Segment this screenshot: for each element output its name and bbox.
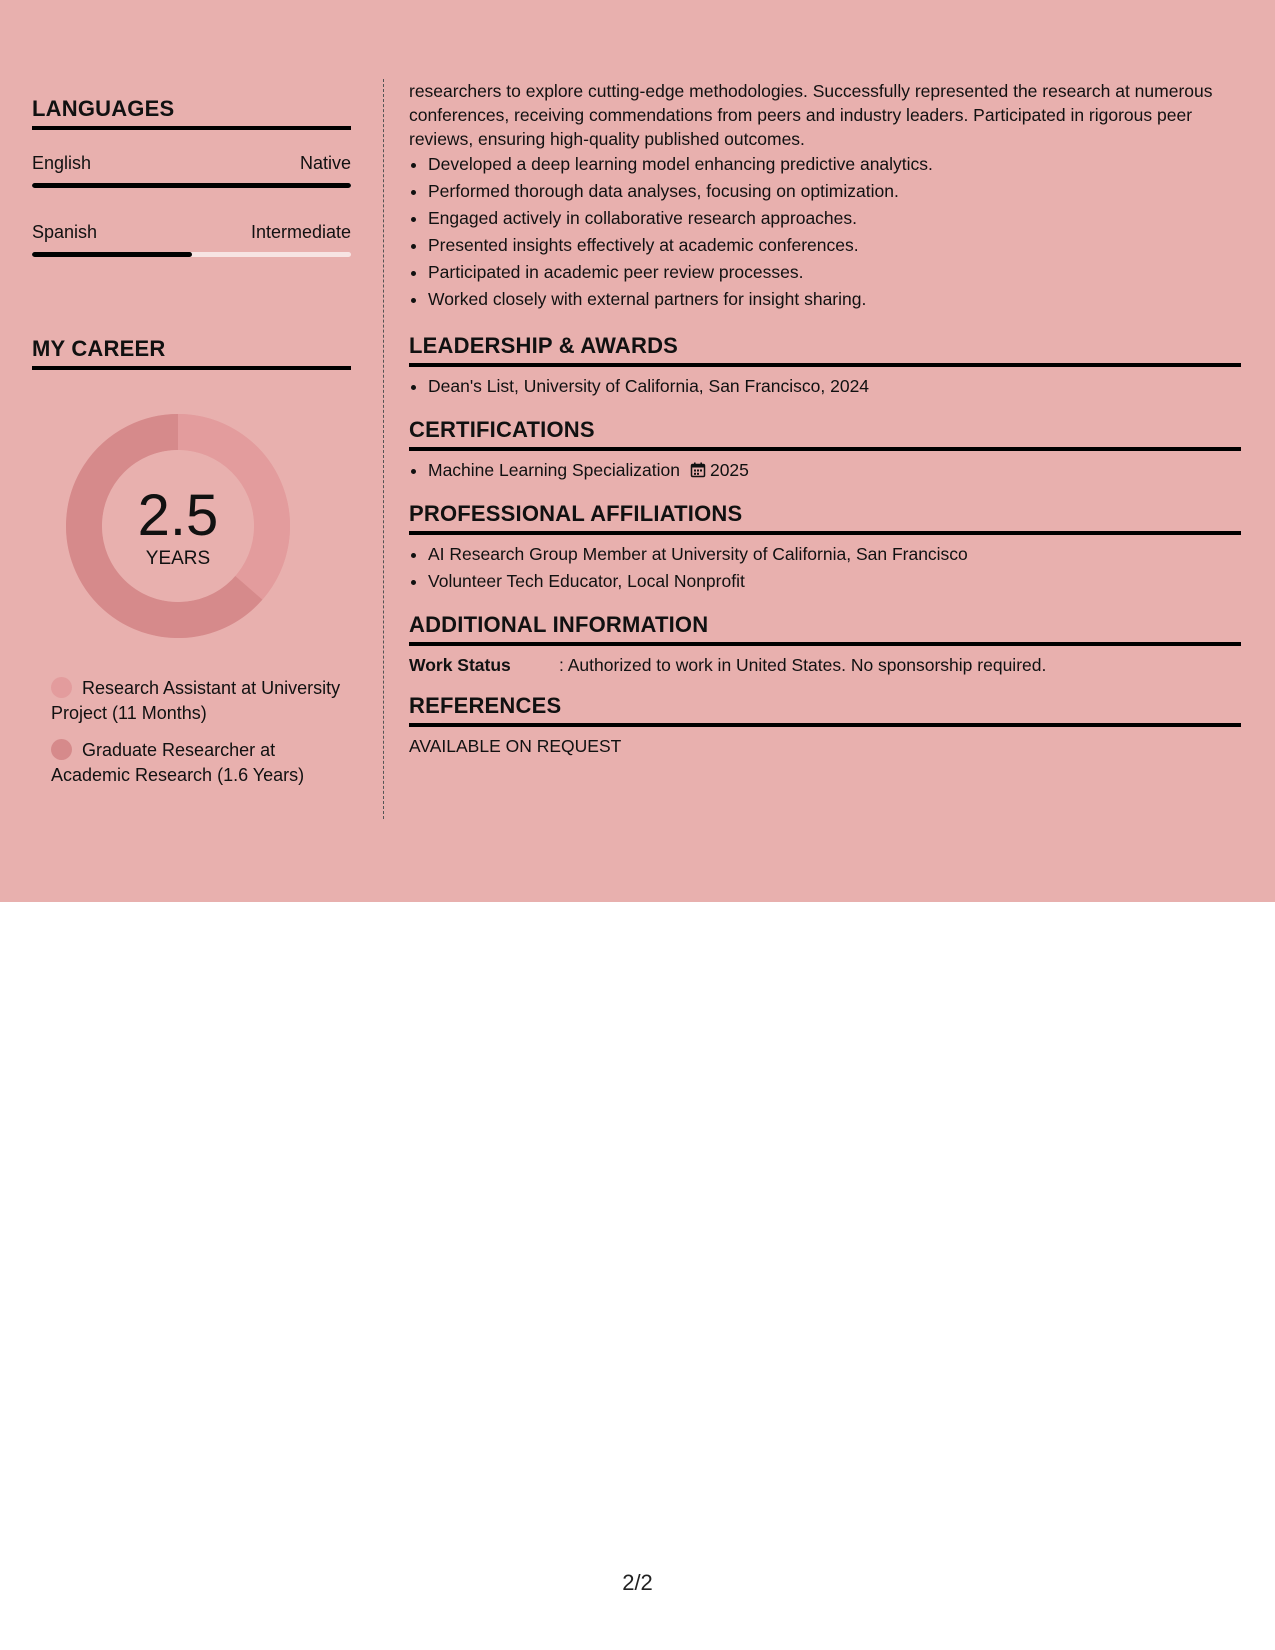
additional-info-heading: ADDITIONAL INFORMATION (409, 612, 1241, 646)
experience-paragraph: researchers to explore cutting-edge methodologies. Successfully represented the research at numerous conferences, receiving commendations from peers and industry leaders. Participated in rigorous peer reviews, ensuring high-quality published outcomes. (409, 81, 1213, 149)
list-item: • Worked closely with external partners for insight sharing. (428, 286, 1241, 313)
language-name: Spanish (32, 222, 98, 242)
language-proficiency-fill (32, 252, 192, 257)
awards-heading: LEADERSHIP & AWARDS (409, 333, 1241, 367)
additional-info-section (409, 612, 1241, 678)
column-divider (383, 79, 384, 819)
affiliations-heading: PROFESSIONAL AFFILIATIONS (409, 501, 1241, 535)
legend-label: Graduate Researcher at Academic Research (1.6 Years) (51, 740, 305, 785)
career-legend-item (51, 738, 341, 788)
references-heading: REFERENCES (409, 693, 1241, 727)
career-donut-chart (66, 414, 290, 638)
language-level: Native (299, 153, 351, 173)
language-proficiency-bar (32, 183, 351, 188)
page-number: 2/2 (622, 1570, 653, 1595)
list-item: • Engaged actively in collaborative research approaches. (428, 205, 1241, 232)
career-legend-item (51, 676, 341, 726)
references-section (409, 693, 1241, 759)
experience-block (409, 79, 1241, 313)
awards-list (409, 373, 1241, 400)
certification-year: 2025 (709, 460, 749, 480)
references-text: AVAILABLE ON REQUEST (409, 736, 622, 756)
work-status-row (409, 652, 1241, 678)
list-item: • Performed thorough data analyses, focusing on optimization. (428, 178, 1241, 205)
awards-section (409, 333, 1241, 400)
list-item: • Presented insights effectively at academic conferences. (428, 232, 1241, 259)
certification-name: Machine Learning Specialization (428, 460, 680, 480)
legend-label: Research Assistant at University Project (11 Months) (51, 678, 341, 723)
languages-heading: LANGUAGES (32, 96, 351, 130)
legend-dot-icon (51, 739, 72, 760)
list-item: • Participated in academic peer review processes. (428, 259, 1241, 286)
work-status-label: Work Status (409, 655, 511, 675)
career-heading: MY CAREER (32, 336, 351, 370)
language-level: Intermediate (250, 222, 351, 242)
certifications-heading: CERTIFICATIONS (409, 417, 1241, 451)
certifications-list (409, 457, 1241, 484)
career-total-unit: YEARS (145, 548, 211, 569)
language-name: English (32, 153, 92, 173)
language-proficiency-bar (32, 252, 351, 257)
affiliations-list (409, 541, 1241, 595)
certifications-section (409, 417, 1241, 484)
affiliations-section (409, 501, 1241, 595)
work-status-value: : Authorized to work in United States. No sponsorship required. (559, 655, 1047, 675)
legend-dot-icon (51, 677, 72, 698)
list-item: • Developed a deep learning model enhancing predictive analytics. (428, 151, 1241, 178)
language-proficiency-fill (32, 183, 351, 188)
list-item (428, 457, 1241, 484)
list-item: • AI Research Group Member at University of California, San Francisco (428, 541, 1241, 568)
career-total-value: 2.5 (137, 483, 219, 548)
experience-bullets (409, 151, 1241, 313)
list-item: • Dean's List, University of California, San Francisco, 2024 (428, 373, 1241, 400)
calendar-icon (690, 462, 706, 478)
list-item: • Volunteer Tech Educator, Local Nonprofit (428, 568, 1241, 595)
